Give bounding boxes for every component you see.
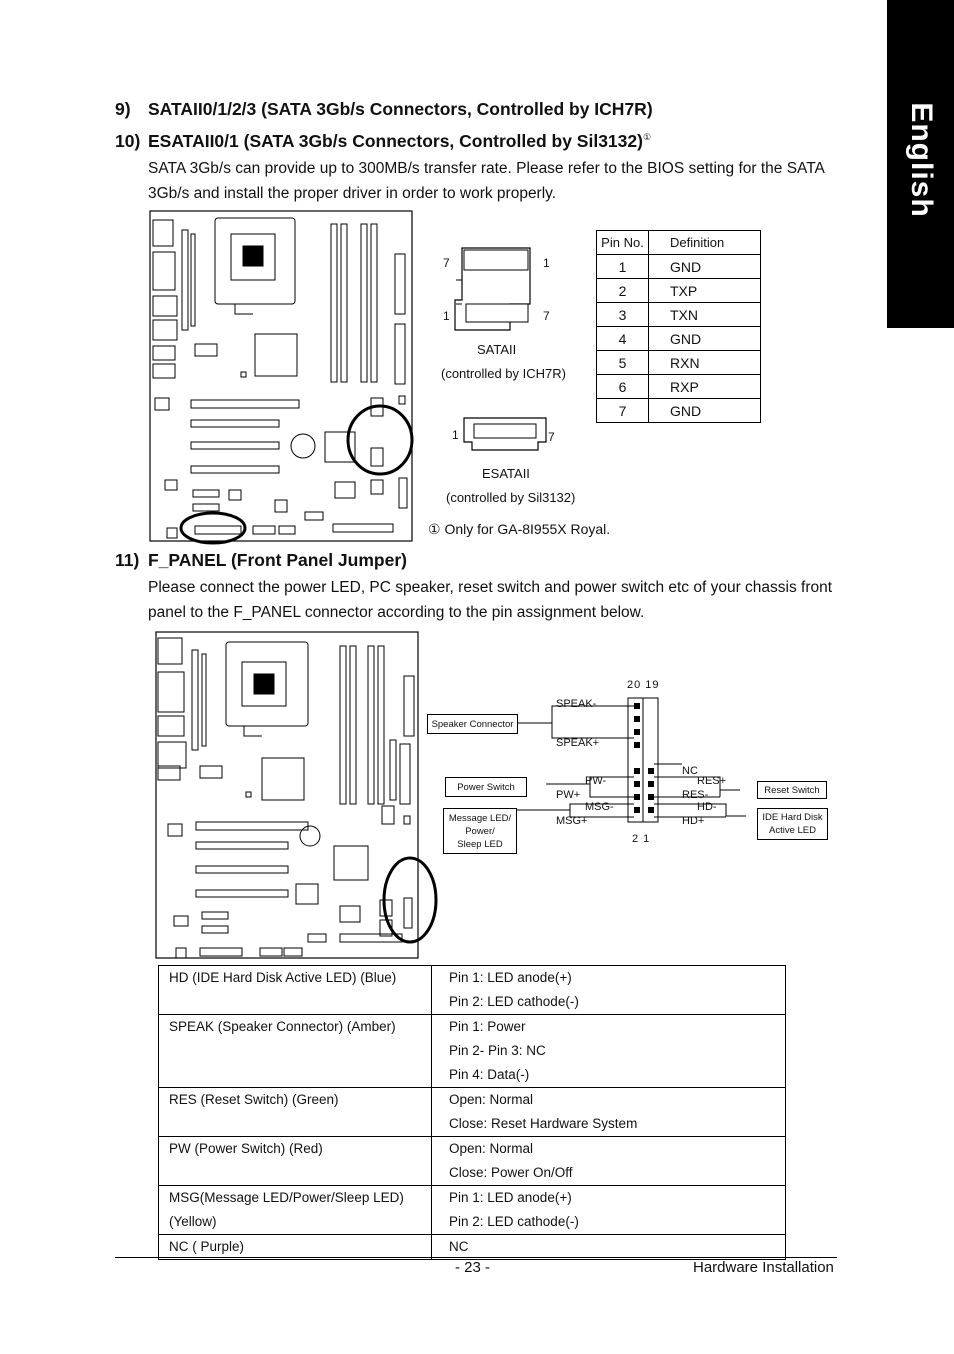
table-row: [159, 1088, 786, 1137]
fp-connector-desc: Close: Reset Hardware System: [449, 1116, 638, 1131]
pin-table-header-pin: Pin No.: [597, 231, 649, 255]
sata-pin-7-top: 7: [443, 256, 450, 270]
pin-number: 5: [597, 351, 649, 375]
res-minus-label: RES-: [682, 789, 709, 801]
pw-plus-label: PW+: [556, 789, 581, 801]
pin-definition: GND: [649, 327, 761, 351]
sataii-connector-drawing: [452, 238, 552, 338]
fp-connector-name: MSG(Message LED/Power/Sleep LED): [169, 1190, 404, 1205]
res-plus-label: RES+: [697, 775, 727, 787]
pin-number: 4: [597, 327, 649, 351]
table-row: [159, 1235, 786, 1260]
language-tab: [887, 0, 954, 328]
message-led-box: [443, 808, 517, 854]
hd-plus-label: HD+: [682, 815, 705, 827]
motherboard-diagram-sata: [145, 208, 417, 548]
pin-definition: GND: [649, 255, 761, 279]
sata-pin-table: [596, 230, 761, 423]
ide-led-line: Active LED: [769, 825, 816, 836]
reset-switch-label: Reset Switch: [764, 784, 820, 796]
table-row: [159, 966, 786, 1015]
message-led-line: Power/: [465, 825, 495, 837]
msg-minus-label: MSG-: [585, 801, 614, 813]
fpanel-bottom-pin-numbers: 2 1: [632, 833, 651, 845]
pin-definition: RXP: [649, 375, 761, 399]
section-10-heading: [115, 131, 652, 152]
pin-definition: TXP: [649, 279, 761, 303]
section-11-heading: [115, 550, 407, 571]
footer-section: Hardware Installation: [693, 1259, 834, 1276]
footer-rule: [115, 1257, 837, 1258]
table-row: [159, 1186, 786, 1235]
message-led-line: Sleep LED: [457, 838, 503, 850]
pin-number: 7: [597, 399, 649, 423]
fp-connector-desc: NC: [449, 1239, 469, 1254]
esataii-label: ESATAII: [482, 466, 530, 481]
speak-minus-label: SPEAK-: [556, 698, 597, 710]
hd-minus-label: HD-: [697, 801, 717, 813]
motherboard-diagram-fpanel: [150, 628, 440, 960]
esata-pin-1: 1: [452, 428, 459, 442]
fp-connector-name: PW (Power Switch) (Red): [169, 1141, 323, 1156]
fpanel-description-table: [158, 965, 786, 1260]
footnote-mark: ①: [642, 132, 652, 143]
language-label: English: [904, 102, 938, 218]
speaker-connector-label: Speaker Connector: [431, 718, 514, 730]
table-row: [159, 1015, 786, 1088]
fp-connector-desc: Open: Normal: [449, 1092, 534, 1107]
fp-connector-name: SPEAK (Speaker Connector) (Amber): [169, 1019, 396, 1034]
section-11-title: F_PANEL (Front Panel Jumper): [148, 550, 407, 570]
fp-connector-desc: Open: Normal: [449, 1141, 534, 1156]
pin-number: 3: [597, 303, 649, 327]
fp-connector-desc: Pin 2- Pin 3: NC: [449, 1043, 546, 1058]
fp-connector-name: HD (IDE Hard Disk Active LED) (Blue): [169, 970, 397, 985]
pin-definition: GND: [649, 399, 761, 423]
message-led-line: Message LED/: [448, 812, 512, 824]
fp-connector-name: (Yellow): [169, 1214, 217, 1229]
royal-only-note: ① Only for GA-8I955X Royal.: [428, 521, 611, 537]
table-row: [159, 1137, 786, 1186]
msg-plus-label: MSG+: [556, 815, 588, 827]
pin-table-header-definition: Definition: [649, 231, 761, 255]
pin-number: 1: [597, 255, 649, 279]
section-11-body: Please connect the power LED, PC speaker, reset switch and power switch etc of your chassis front panel to the F_PANEL connector according to the pin assignment below.: [148, 579, 833, 621]
speaker-connector-box: [427, 714, 518, 734]
fp-connector-name: NC ( Purple): [169, 1239, 245, 1254]
pin-definition: RXN: [649, 351, 761, 375]
section-10-number: 10): [115, 131, 141, 151]
sataii-controller: (controlled by ICH7R): [441, 366, 566, 381]
sataii-label: SATAII: [477, 342, 517, 357]
fp-connector-desc: Pin 2: LED cathode(-): [449, 1214, 579, 1229]
fp-connector-name: RES (Reset Switch) (Green): [169, 1092, 339, 1107]
pw-minus-label: PW-: [585, 775, 607, 787]
section-10-body: SATA 3Gb/s can provide up to 300MB/s transfer rate. Please refer to the BIOS setting for the SATA 3Gb/s and install the proper driver in order to work properly.: [148, 160, 825, 202]
esataii-connector-drawing: [460, 414, 550, 454]
section-9-number: 9): [115, 99, 131, 119]
section-10-title: ESATAII0/1 (SATA 3Gb/s Connectors, Controlled by Sil3132): [148, 131, 643, 151]
sata-pin-1-bottom: 1: [443, 309, 450, 323]
fp-connector-desc: Pin 2: LED cathode(-): [449, 994, 579, 1009]
fpanel-top-pin-numbers: 20 19: [627, 679, 660, 691]
fp-connector-desc: Close: Power On/Off: [449, 1165, 573, 1180]
power-switch-label: Power Switch: [457, 781, 515, 793]
section-9-heading: [115, 99, 653, 120]
section-11-number: 11): [115, 550, 140, 570]
sata-pin-1-top: 1: [543, 256, 550, 270]
fp-connector-desc: Pin 1: Power: [449, 1019, 526, 1034]
fp-connector-desc: Pin 4: Data(-): [449, 1067, 530, 1082]
power-switch-box: [445, 777, 527, 797]
reset-switch-box: [757, 781, 827, 799]
section-9-title: SATAII0/1/2/3 (SATA 3Gb/s Connectors, Controlled by ICH7R): [148, 99, 653, 119]
esata-pin-7: 7: [548, 430, 555, 444]
sata-pin-7-bottom: 7: [543, 309, 550, 323]
esataii-controller: (controlled by Sil3132): [446, 490, 576, 505]
pin-number: 6: [597, 375, 649, 399]
ide-led-box: [757, 808, 828, 840]
pin-definition: TXN: [649, 303, 761, 327]
page-number: - 23 -: [455, 1259, 491, 1276]
ide-led-line: IDE Hard Disk: [762, 812, 823, 823]
nc-label: NC: [682, 765, 698, 777]
fp-connector-desc: Pin 1: LED anode(+): [449, 970, 572, 985]
fp-connector-desc: Pin 1: LED anode(+): [449, 1190, 572, 1205]
pin-number: 2: [597, 279, 649, 303]
speak-plus-label: SPEAK+: [556, 737, 600, 749]
